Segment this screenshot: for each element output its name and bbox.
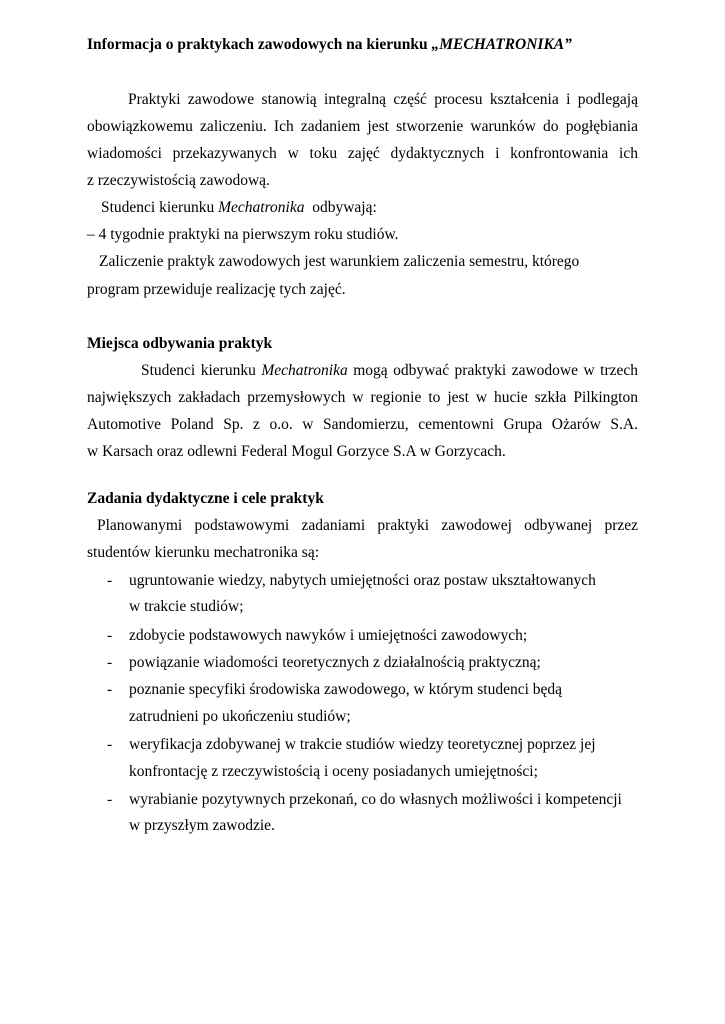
tasks-intro-line-2: studentów kierunku mechatronika są: (87, 544, 320, 561)
list-item-1-line-1: ugruntowanie wiedzy, nabytych umiejętności oraz postaw ukształtowanych (129, 572, 596, 589)
list-item-5-line-2: konfrontację z rzeczywistością i oceny posiadanych umiejętności; (129, 763, 538, 780)
places-heading: Miejsca odbywania praktyk (87, 335, 273, 352)
title-name: „MECHATRONIKA” (431, 36, 572, 53)
intro-p2 (101, 198, 377, 218)
document-title (87, 35, 572, 55)
tasks-heading: Zadania dydaktyczne i cele praktyk (87, 490, 324, 507)
intro-p1-line-4: z rzeczywistością zawodową. (87, 172, 270, 189)
list-item-4-line-2: zatrudnieni po ukończeniu studiów; (129, 708, 351, 725)
list-item-4-line-1: poznanie specyfiki środowiska zawodowego, w którym studenci będą (129, 681, 563, 698)
intro-p2-after: odbywają: (304, 199, 377, 216)
list-item-6-line-1: wyrabianie pozytywnych przekonań, co do własnych możliwości i kompetencji (129, 791, 622, 808)
intro-p2-italic: Mechatronika (218, 199, 305, 216)
list-item-2-line-1: zdobycie podstawowych nawyków i umiejętności zawodowych; (129, 627, 528, 644)
list-item-5-line-1: weryfikacja zdobywanej w trakcie studiów wiedzy teoretycznej poprzez jej (129, 736, 596, 753)
intro-p2-before: Studenci kierunku (101, 199, 219, 216)
list-item-6-line-2: w przyszłym zawodzie. (129, 817, 275, 834)
places-line-1 (141, 361, 638, 381)
list-bullet: - (107, 654, 113, 671)
places-l1-before: Studenci kierunku (141, 362, 262, 379)
intro-p4-line-2: program przewiduje realizację tych zajęć. (87, 281, 346, 298)
intro-p4-line-1: Zaliczenie praktyk zawodowych jest warunkiem zaliczenia semestru, którego (99, 253, 580, 270)
list-bullet: - (107, 627, 113, 644)
list-bullet: - (107, 681, 113, 698)
list-bullet: - (107, 791, 113, 808)
places-line-4: w Karsach oraz odlewni Federal Mogul Gorzyce S.A w Gorzycach. (87, 443, 506, 460)
list-bullet: - (107, 572, 113, 589)
title-prefix: Informacja o praktykach zawodowych na kierunku (87, 36, 432, 53)
list-item-1-line-2: w trakcie studiów; (129, 598, 244, 615)
list-item-3-line-1: powiązanie wiadomości teoretycznych z działalnością praktyczną; (129, 654, 541, 671)
intro-p1-line-3: wiadomości przekazywanych w toku zajęć dydaktycznych i konfrontowania ich (87, 145, 638, 162)
places-line-2: największych zakładach przemysłowych w regionie to jest w hucie szkła Pilkington (87, 389, 638, 406)
intro-p3: – 4 tygodnie praktyki na pierwszym roku studiów. (87, 226, 399, 243)
list-bullet: - (107, 736, 113, 753)
tasks-intro-line-1: Planowanymi podstawowymi zadaniami praktyki zawodowej odbywanej przez (97, 517, 638, 534)
intro-p1-line-2: obowiązkowemu zaliczeniu. Ich zadaniem jest stworzenie warunków do pogłębiania (87, 118, 638, 135)
places-l1-italic: Mechatronika (261, 362, 348, 379)
intro-p1-line-1: Praktyki zawodowe stanowią integralną część procesu kształcenia i podlegają (128, 91, 638, 108)
places-line-3: Automotive Poland Sp. z o.o. w Sandomierzu, cementowni Grupa Ożarów S.A. (87, 416, 638, 433)
places-l1-after: mogą odbywać praktyki zawodowe w trzech (347, 362, 639, 379)
